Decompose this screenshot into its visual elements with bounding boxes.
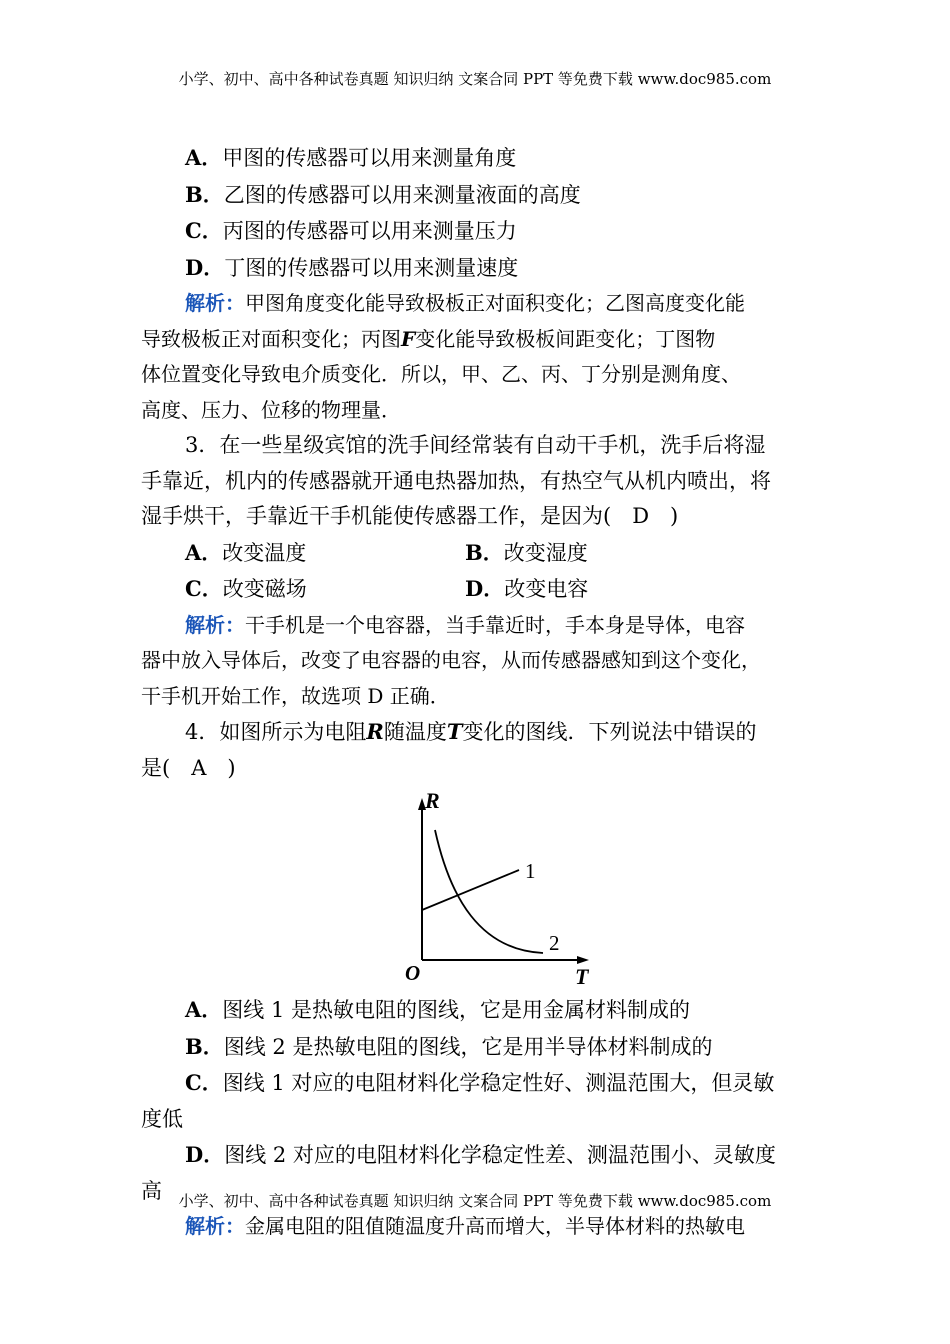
option-label: B．: [185, 181, 224, 207]
analysis-line: [141, 286, 813, 322]
axis-label-r: R: [425, 788, 440, 813]
q3-options-row-1: [141, 535, 813, 572]
option-text: 图线 2 对应的电阻材料化学稳定性差、测温范围小、灵敏度: [224, 1143, 776, 1167]
q4-option-c-cont: 度低: [141, 1106, 183, 1131]
analysis-line: [141, 1209, 813, 1245]
analysis-text: 导致极板正对面积变化；丙图: [141, 326, 401, 351]
question-line: [141, 714, 813, 751]
option-text: 甲图的传感器可以用来测量角度: [222, 146, 517, 170]
option-label: D．: [185, 1142, 225, 1167]
option-label: C．: [185, 1070, 223, 1095]
q3-stem: [141, 428, 813, 535]
question-line: 是( A ): [141, 755, 236, 780]
option-label: D．: [185, 254, 225, 280]
curve-1-label: 1: [525, 859, 536, 883]
analysis-line: 器中放入导体后，改变了电容器的电容，从而传感器感知到这个变化，: [141, 648, 761, 672]
q3-option-d: [465, 571, 789, 608]
q3-option-a: [141, 535, 465, 572]
option-text: 丁图的传感器可以用来测量速度: [224, 255, 519, 280]
q4-option-d-cont: 高: [141, 1178, 162, 1203]
q4-option-c: [141, 1065, 813, 1102]
analysis-line: 干手机开始工作，故选项 D 正确．: [141, 683, 450, 708]
q2-option-d: [141, 250, 813, 287]
rt-graph: [405, 788, 605, 988]
q2-option-a: [141, 140, 813, 177]
q4-analysis: [141, 1209, 813, 1245]
q4-stem: [141, 714, 813, 786]
curve-2: [435, 830, 543, 953]
analysis-line: [141, 393, 813, 429]
q3-options-row-2: [141, 571, 813, 608]
q2-option-c: [141, 213, 813, 250]
option-label: B．: [465, 539, 504, 565]
curve-1: [422, 870, 519, 910]
option-text: 改变湿度: [503, 540, 588, 565]
question-line: 湿手烘干，手靠近干手机能使传感器工作，是因为( D ): [141, 504, 679, 528]
q4-option-d: [141, 1137, 813, 1174]
option-text: 改变温度: [222, 540, 307, 565]
origin-label: O: [405, 961, 421, 985]
footer-banner: 小学、初中、高中各种试卷真题 知识归纳 文案合同 PPT 等免费下载 www.doc985.com: [178, 1192, 772, 1210]
analysis-label: 解析：: [185, 291, 245, 315]
q3-option-b: [465, 535, 789, 572]
q3-analysis: [141, 608, 813, 715]
question-line: 3．在一些星级宾馆的洗手间经常装有自动干手机，洗手后将湿: [185, 433, 766, 457]
analysis-line: [141, 608, 813, 644]
curve-2-label: 2: [549, 931, 560, 955]
option-label: B．: [185, 1033, 224, 1059]
analysis-line: [141, 357, 813, 393]
q2-option-b: [141, 177, 813, 214]
question-text: 变化的图线．下列说法中错误的: [462, 720, 757, 744]
option-text: 图线 1 是热敏电阻的图线，它是用金属材料制成的: [222, 998, 691, 1022]
q3-option-c: [141, 571, 465, 608]
resistance-temperature-figure: [141, 788, 813, 988]
analysis-text: 高度、压力、位移的物理量．: [141, 397, 401, 422]
question-text: 4．如图所示为电阻: [185, 720, 367, 744]
analysis-text: 变化能导致极板间距变化；丁图物: [415, 326, 716, 351]
question-text: 随温度: [383, 720, 447, 744]
option-text: 乙图的传感器可以用来测量液面的高度: [223, 182, 581, 207]
option-label: A．: [185, 539, 223, 565]
option-text: 改变电容: [504, 577, 589, 601]
analysis-text: 体位置变化导致电介质变化．所以，甲、乙、丙、丁分别是测角度、: [141, 362, 741, 386]
variable-t: T: [446, 719, 463, 744]
analysis-line: [141, 322, 813, 358]
analysis-label: 解析：: [185, 1214, 245, 1238]
axis-label-t: T: [575, 964, 589, 988]
document-body: [141, 140, 813, 1245]
analysis-label: 解析：: [185, 612, 245, 637]
variable-f: F: [401, 326, 416, 351]
option-text: 图线 2 是热敏电阻的图线，它是用半导体材料制成的: [223, 1034, 713, 1059]
header-banner: 小学、初中、高中各种试卷真题 知识归纳 文案合同 PPT 等免费下载 www.doc985.com: [178, 70, 772, 88]
q4-option-b: [141, 1029, 813, 1066]
analysis-text: 干手机是一个电容器，当手靠近时，手本身是导体，电容: [245, 612, 745, 637]
option-label: C．: [185, 576, 223, 601]
option-text: 改变磁场: [222, 577, 307, 601]
analysis-text: 甲图角度变化能导致极板正对面积变化；乙图高度变化能: [245, 291, 745, 315]
option-text: 图线 1 对应的电阻材料化学稳定性好、测温范围大，但灵敏: [222, 1071, 775, 1095]
option-label: A．: [185, 145, 223, 170]
variable-r: R: [366, 719, 384, 744]
option-label: A．: [185, 997, 223, 1022]
option-label: D．: [465, 576, 505, 601]
question-line: 手靠近，机内的传感器就开通电热器加热，有热空气从机内喷出，将: [141, 468, 771, 493]
q4-option-a: [141, 992, 813, 1029]
q2-analysis: [141, 286, 813, 428]
x-axis-arrow-icon: [577, 956, 589, 964]
option-label: C．: [185, 218, 223, 243]
analysis-text: 金属电阻的阻值随温度升高而增大，半导体材料的热敏电: [245, 1214, 745, 1238]
option-text: 丙图的传感器可以用来测量压力: [222, 219, 517, 243]
